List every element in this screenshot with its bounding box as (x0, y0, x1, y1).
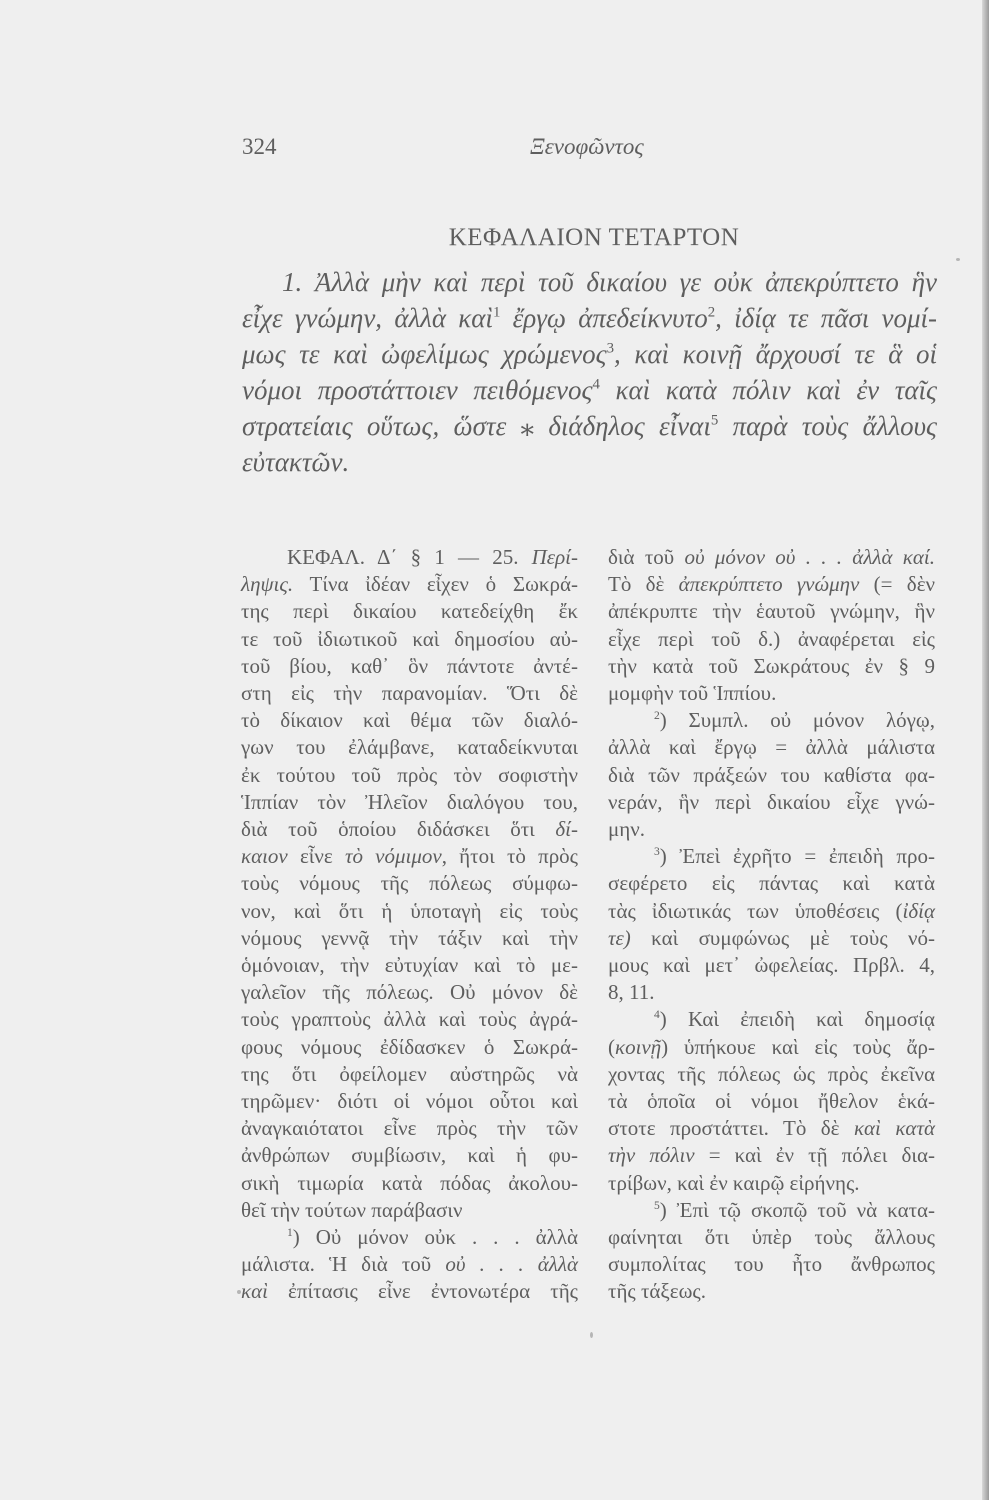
text-line (241, 680, 578, 707)
text-line (241, 925, 578, 952)
text-run: συμπολίτας του ἦτο ἄνθρωπος (608, 1252, 935, 1277)
text-run: εἶχε περὶ τοῦ δ.) ἀναφέρεται εἰς (608, 626, 935, 651)
speck (237, 1290, 241, 1294)
text-line (241, 1197, 578, 1224)
text-line (608, 925, 935, 952)
footnote-marker: 1 (492, 304, 501, 321)
text-run: τοὺς γραπτοὺς ἀλλὰ καὶ τοὺς ἀγρά- (241, 1007, 578, 1032)
text-line (608, 653, 935, 680)
italic-text-run: ἀπεκρύπτετο γνώμην (678, 572, 860, 597)
text-run: της περὶ δικαίου κατεδείχθη ἔκ (241, 599, 578, 624)
italic-text-run: κοινῇ (615, 1034, 662, 1059)
italic-text-run: καιον (241, 844, 288, 869)
text-run: παρὰ τοὺς ἄλλους (718, 411, 937, 441)
commentary-right-column (608, 544, 935, 1306)
text-run: Τὸ δὲ (608, 572, 679, 597)
text-run: σικὴ τιμωρία κατὰ πόδας ἀκολου- (241, 1170, 578, 1195)
text-run: φαίνηται ὅτι ὑπὲρ τοὺς ἄλλους (608, 1225, 935, 1250)
text-run: τε τοῦ ἰδιωτικοῦ καὶ δημοσίου αὐ- (241, 626, 578, 651)
text-run: τὸ δίκαιον καὶ θέμα τῶν διαλό- (241, 708, 578, 733)
footnote-marker: 5 (654, 1199, 660, 1212)
text-run: τῆς τάξεως. (608, 1279, 706, 1304)
italic-text-run: οὐ . . . ἀλλὰ (445, 1252, 578, 1277)
text-line (608, 571, 935, 598)
text-line (608, 1115, 935, 1142)
text-run: 1. Ἀλλὰ μὴν καὶ περὶ τοῦ δικαίου γε οὐκ ἀπεκρύπτετο ἣν (282, 267, 937, 297)
main-text (242, 264, 937, 480)
text-run: τὰς ἰδιωτικάς των ὑποθέσεις ( (608, 898, 903, 923)
footnote-marker: 1 (287, 1227, 293, 1239)
text-line (241, 1170, 578, 1197)
text-run: ) ὑπήκουε καὶ εἰς τοὺς ἄρ- (661, 1034, 935, 1059)
commentary-left-column (241, 544, 578, 1306)
text-line (241, 843, 578, 870)
text-run: γαλεῖον τῆς πόλεως. Οὐ μόνον δὲ (241, 980, 578, 1005)
chapter-heading: ΚΕΦΑΛΑΙΟΝ ΤΕΤΑΡΤΟΝ (448, 224, 740, 251)
italic-text-run: ληψις. (241, 572, 294, 597)
text-run: γων του ἐλάμβανε, καταδείκνυται (241, 735, 578, 760)
footnote-marker: 3 (654, 846, 660, 859)
text-run: Ἱππίαν τὸν Ἠλεῖον διαλόγου του, (241, 789, 578, 814)
text-run: μομφὴν τοῦ Ἱππίου. (608, 681, 777, 706)
speck (956, 258, 960, 261)
text-run: ΚΕΦΑΛ. Δ΄ § 1 — 25. (287, 545, 532, 569)
text-run: στρατείαις οὕτως, ὥστε ⁎ διάδηλος εἶναι (242, 411, 711, 441)
text-run: στη εἰς τὴν παρανομίαν. Ὅτι δὲ (241, 681, 578, 706)
text-run: διὰ τοῦ ὁποίου διδάσκει ὅτι (241, 817, 556, 842)
italic-text-run: δί- (555, 817, 578, 842)
text-line (241, 1115, 578, 1142)
italic-text-run: ἰδίᾳ (902, 898, 935, 923)
text-run: μους καὶ μετ᾽ ὠφελείας. Πρβλ. 4, (608, 953, 935, 978)
text-run: χοντας τῆς πόλεως ὡς πρὸς ἐκεῖνα (608, 1061, 935, 1086)
footnote-marker: 5 (710, 412, 719, 429)
text-line (242, 408, 937, 444)
text-run: ἐκ τούτου τοῦ πρὸς τὸν σοφιστὴν (241, 762, 578, 787)
text-run: 8, 11. (608, 980, 655, 1005)
text-line (241, 979, 578, 1006)
text-run: ὁμόνοιαν, τὴν εὐτυχίαν καὶ τὸ με- (241, 953, 578, 978)
text-run: της ὅτι ὀφείλομεν αὐστηρῶς νὰ (241, 1061, 578, 1086)
text-run: ἔργῳ ἀπεδείκνυτο (500, 303, 708, 333)
text-run: θεῖ τὴν τούτων παράβασιν (241, 1197, 463, 1222)
text-run: ἐπίτασις εἶνε ἐντονωτέρα τῆς (267, 1279, 578, 1304)
text-line (241, 816, 578, 843)
text-run: φους νόμους ἐδίδασκεν ὁ Σωκρά- (241, 1034, 578, 1059)
text-line (608, 598, 935, 625)
italic-text-run: Περί- (531, 545, 578, 569)
italic-text-run: καὶ (241, 1279, 268, 1304)
text-line (242, 336, 937, 372)
text-run: μάλιστα. Ἡ διὰ τοῦ (241, 1252, 446, 1277)
page-number: 324 (242, 134, 277, 159)
text-line (241, 1251, 578, 1278)
text-line (241, 1278, 578, 1305)
text-run: μως τε καὶ ὠφελίμως χρώμενος (242, 339, 607, 369)
speck (590, 1332, 593, 1338)
text-line (241, 544, 578, 571)
text-run: , καὶ κοινῇ ἄρχουσί τε ἃ οἱ (614, 339, 937, 369)
text-line (241, 1006, 578, 1033)
text-line (608, 1061, 935, 1088)
text-line (608, 707, 935, 734)
text-run: ) Οὐ μόνον οὐκ . . . ἀλλὰ (292, 1225, 578, 1250)
text-line (241, 707, 578, 734)
footnote-marker: 4 (654, 1009, 660, 1022)
text-line (608, 626, 935, 653)
text-run: εἶχε γνώμην, ἀλλὰ καὶ (242, 303, 493, 333)
text-line (241, 1061, 578, 1088)
text-line (608, 1278, 935, 1305)
text-run: ( (608, 1034, 615, 1059)
italic-text-run: τε) (608, 925, 631, 950)
text-run: τὴν κατὰ τοῦ Σωκράτους ἐν § 9 (608, 653, 935, 678)
text-line (608, 898, 935, 925)
text-run: τοῦ βίου, καθ᾽ ὃν πάντοτε ἀντέ- (241, 653, 578, 678)
text-line (241, 626, 578, 653)
text-line (242, 300, 937, 336)
text-run: ἀνθρώπων συμβίωσιν, καὶ ἡ φυ- (241, 1143, 578, 1168)
text-run: , ἤτοι τὸ πρὸς (441, 844, 578, 869)
text-line (241, 1224, 578, 1251)
text-run: νον, καὶ ὅτι ἡ ὑποταγὴ εἰς τοὺς (241, 898, 578, 923)
text-line (608, 762, 935, 789)
italic-text-run: οὐ μόνον οὐ . . . ἀλλὰ καί. (684, 545, 935, 569)
text-line (241, 1034, 578, 1061)
text-line (608, 843, 935, 870)
text-line (241, 1088, 578, 1115)
text-line (242, 264, 937, 300)
text-run: ) Ἐπεὶ ἐχρῆτο = ἐπειδὴ προ- (659, 844, 935, 869)
text-line (608, 544, 935, 571)
italic-text-run: καὶ κατὰ (853, 1116, 935, 1141)
text-run: Τίνα ἰδέαν εἶχεν ὁ Σωκρά- (293, 572, 578, 597)
text-line (241, 598, 578, 625)
text-run: τοὺς νόμους τῆς πόλεως σύμφω- (241, 871, 578, 896)
text-line (241, 1142, 578, 1169)
text-run: = καὶ ἐν τῇ πόλει δια- (694, 1143, 935, 1168)
text-line (242, 372, 937, 408)
text-line (241, 762, 578, 789)
text-line (608, 1034, 935, 1061)
text-line (241, 571, 578, 598)
text-run: ) Καὶ ἐπειδὴ καὶ δημοσίᾳ (659, 1007, 935, 1032)
text-run: τρίβων, καὶ ἐν καιρῷ εἰρήνης. (608, 1170, 860, 1195)
text-line (608, 789, 935, 816)
text-run: νεράν, ἣν περὶ δικαίου εἶχε γνώ- (608, 789, 935, 814)
text-line (608, 1088, 935, 1115)
text-line (608, 1197, 935, 1224)
text-run: νόμους γεννᾷ τὴν τάξιν καὶ τὴν (241, 925, 578, 950)
text-line (608, 734, 935, 761)
footnote-marker: 2 (654, 710, 660, 723)
running-title: Ξενοφῶντος (530, 134, 644, 159)
text-run: ἀναγκαιότατοι εἶνε πρὸς τὴν τῶν (241, 1116, 578, 1141)
text-run: διὰ τῶν πράξεών του καθίστα φα- (608, 762, 935, 787)
text-line (608, 1006, 935, 1033)
text-run: στοτε προστάττει. Τὸ δὲ (608, 1116, 854, 1141)
text-line (241, 734, 578, 761)
text-run: εἶνε (287, 844, 345, 869)
text-line (241, 789, 578, 816)
text-run: μην. (608, 817, 645, 842)
text-line (608, 1170, 935, 1197)
text-line (242, 444, 937, 480)
text-line (608, 870, 935, 897)
italic-text-run: τὴν πόλιν (608, 1143, 695, 1168)
text-line (241, 653, 578, 680)
text-line (608, 952, 935, 979)
text-run: ἀπέκρυπτε τὴν ἑαυτοῦ γνώμην, ἣν (608, 599, 935, 624)
text-line (608, 979, 935, 1006)
footnote-marker: 2 (707, 304, 716, 321)
text-run: εὐτακτῶν. (242, 447, 350, 477)
text-run: ) Συμπλ. οὐ μόνον λόγῳ, (659, 708, 935, 733)
text-run: (= δὲν (859, 572, 936, 597)
text-line (608, 1224, 935, 1251)
text-run: τὰ ὁποῖα οἱ νόμοι ἤθελον ἑκά- (608, 1089, 935, 1114)
text-line (608, 1142, 935, 1169)
text-run: νόμοι προστάττοιεν πειθόμενος (242, 375, 593, 405)
text-line (608, 1251, 935, 1278)
text-run: τηρῶμεν· διότι οἱ νόμοι οὗτοι καὶ (241, 1089, 578, 1114)
text-run: , ἰδίᾳ τε πᾶσι νομί- (715, 303, 938, 333)
text-line (241, 952, 578, 979)
text-run: σεφέρετο εἰς πάντας καὶ κατὰ (608, 871, 935, 896)
text-line (241, 870, 578, 897)
text-run: διὰ τοῦ (608, 545, 685, 569)
text-line (608, 680, 935, 707)
footnote-marker: 3 (606, 340, 615, 357)
text-run: καὶ συμφώνως μὲ τοὺς νό- (630, 925, 935, 950)
text-run: ) Ἐπὶ τῷ σκοπῷ τοῦ νὰ κατα- (659, 1197, 935, 1222)
text-line (608, 816, 935, 843)
text-line (241, 898, 578, 925)
text-run: καὶ κατὰ πόλιν καὶ ἐν ταῖς (599, 375, 937, 405)
italic-text-run: τὸ νόμιμον (344, 844, 442, 869)
text-run: ἀλλὰ καὶ ἔργῳ = ἀλλὰ μάλιστα (608, 735, 935, 760)
footnote-marker: 4 (592, 376, 600, 393)
